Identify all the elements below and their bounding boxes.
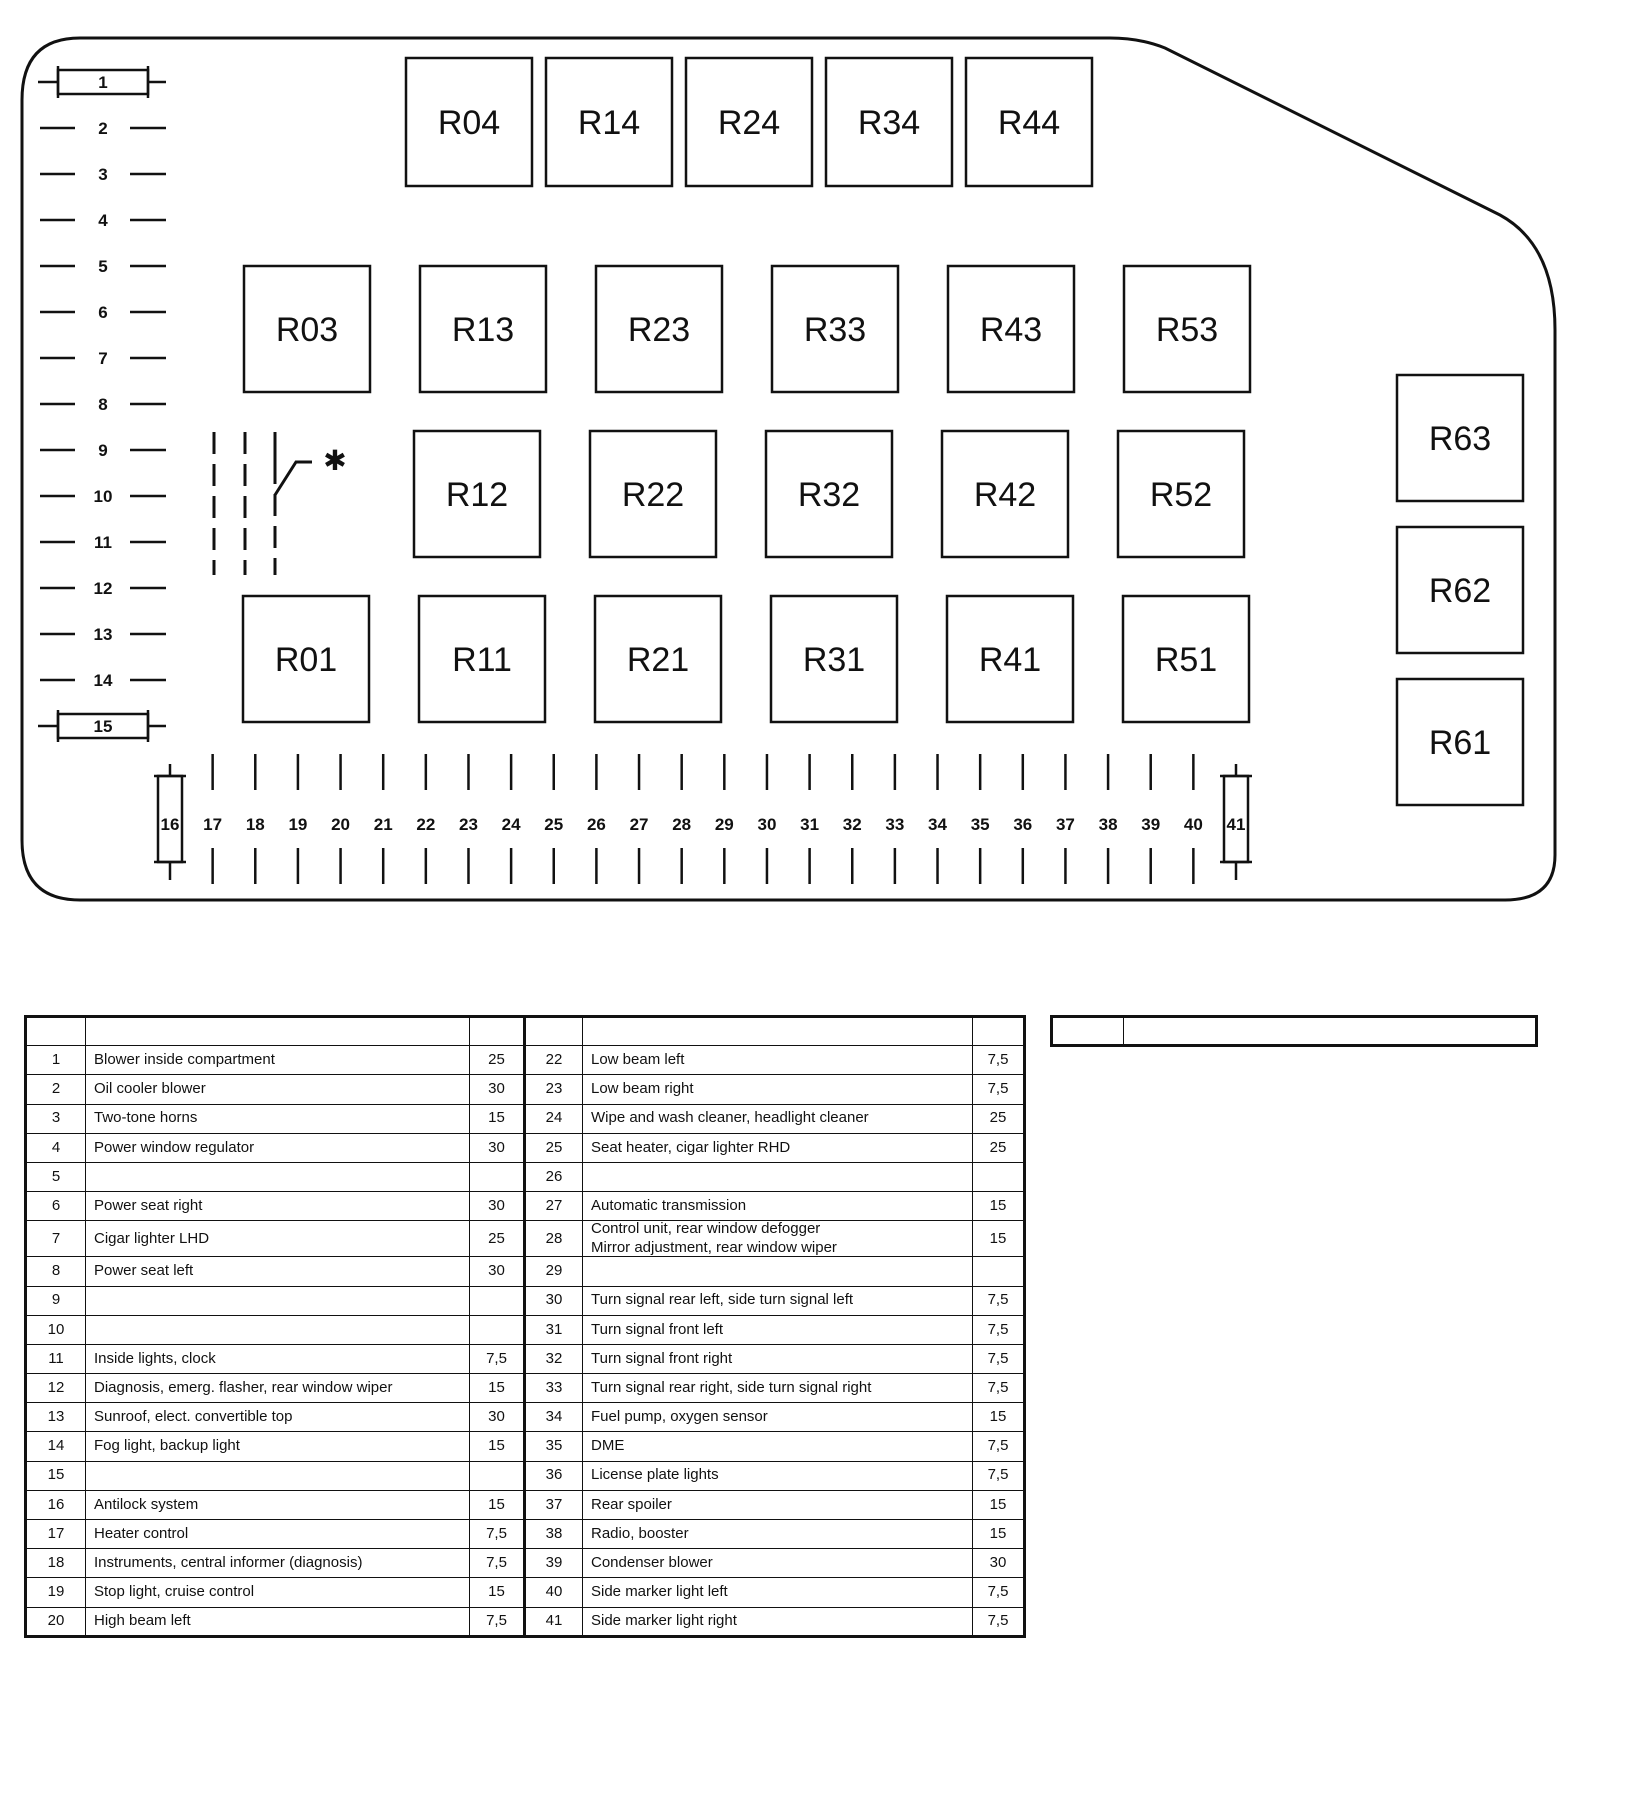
fuse-number: 24 xyxy=(501,815,521,834)
fuse-description: Cigar lighter LHD xyxy=(86,1221,470,1257)
fuse-amperage: 15 xyxy=(470,1490,525,1519)
fuse-description: Instruments, central informer (diagnosis) xyxy=(86,1549,470,1578)
fuse-no: 4 xyxy=(26,1133,86,1162)
header-no xyxy=(525,1017,583,1046)
fuse-amperage: 30 xyxy=(470,1192,525,1221)
fuse-amperage: 7,5 xyxy=(973,1432,1025,1461)
fuse-number: 18 xyxy=(245,815,265,834)
relay-label: R53 xyxy=(1155,311,1219,349)
relay-r42 xyxy=(942,431,1068,557)
fuse-description: Power window regulator xyxy=(86,1133,470,1162)
fuse-number: 20 xyxy=(331,815,351,834)
fuse-32 xyxy=(843,754,862,884)
fuse-number: 9 xyxy=(98,441,108,460)
fuse-description: Power seat left xyxy=(86,1257,470,1286)
fuse-description xyxy=(86,1286,470,1315)
relay-r23 xyxy=(596,266,722,392)
fuse-38 xyxy=(1099,754,1118,884)
relay-r22 xyxy=(590,431,716,557)
relay-table-header xyxy=(1052,1017,1537,1046)
fuse-description: Condenser blower xyxy=(583,1549,973,1578)
fuse-amperage: 7,5 xyxy=(470,1520,525,1549)
fuse-no: 8 xyxy=(26,1257,86,1286)
fuse-amperage: 7,5 xyxy=(973,1286,1025,1315)
fuse-number: 40 xyxy=(1183,815,1203,834)
fuse-no: 39 xyxy=(525,1549,583,1578)
fuse-no: 29 xyxy=(525,1257,583,1286)
fuse-amperage: 15 xyxy=(973,1520,1025,1549)
fuse-no: 1 xyxy=(26,1046,86,1075)
relay-label: R03 xyxy=(275,311,339,349)
fuse-1 xyxy=(38,66,166,98)
table-row xyxy=(26,1578,1025,1607)
fuse-amperage xyxy=(470,1286,525,1315)
relay-r53 xyxy=(1124,266,1250,392)
fuse-amperage: 7,5 xyxy=(973,1607,1025,1636)
fuse-description: Seat heater, cigar lighter RHD xyxy=(583,1133,973,1162)
fuse-no: 22 xyxy=(525,1046,583,1075)
fuse-28 xyxy=(672,754,691,884)
relay-r14 xyxy=(546,58,672,186)
table-row xyxy=(26,1607,1025,1636)
fuse-no: 37 xyxy=(525,1490,583,1519)
table-row xyxy=(26,1520,1025,1549)
fuse-no: 9 xyxy=(26,1286,86,1315)
fuse-description: License plate lights xyxy=(583,1461,973,1490)
table-row xyxy=(26,1286,1025,1315)
fuse-description xyxy=(583,1162,973,1191)
fuse-number: 3 xyxy=(98,165,108,184)
fuse-description: Automatic transmission xyxy=(583,1192,973,1221)
fuse-amperage xyxy=(973,1257,1025,1286)
fuse-description: Low beam right xyxy=(583,1075,973,1104)
fuse-amperage: 7,5 xyxy=(973,1075,1025,1104)
fuse-table xyxy=(24,1015,1026,1638)
relay-r04 xyxy=(406,58,532,186)
fuse-34 xyxy=(928,754,947,884)
fuse-amperage: 7,5 xyxy=(973,1461,1025,1490)
fuse-amperage: 25 xyxy=(973,1133,1025,1162)
fuse-amperage: 15 xyxy=(973,1403,1025,1432)
fuse-no: 25 xyxy=(525,1133,583,1162)
header-amp xyxy=(470,1017,525,1046)
relay-label: R04 xyxy=(437,104,501,142)
fuse-no: 6 xyxy=(26,1192,86,1221)
fuse-no: 40 xyxy=(525,1578,583,1607)
fuse-no: 33 xyxy=(525,1374,583,1403)
relay-r61 xyxy=(1397,679,1523,805)
fuse-amperage: 15 xyxy=(973,1192,1025,1221)
fuse-number: 37 xyxy=(1055,815,1075,834)
fuse-amperage: 30 xyxy=(470,1133,525,1162)
table-row xyxy=(26,1257,1025,1286)
fuse-number: 14 xyxy=(93,671,113,690)
relay-label: R34 xyxy=(857,104,921,142)
fuse-no: 7 xyxy=(26,1221,86,1257)
table-row xyxy=(26,1104,1025,1133)
relay-r43 xyxy=(948,266,1074,392)
table-row xyxy=(26,1374,1025,1403)
fuse-14 xyxy=(40,671,166,690)
relay-r52 xyxy=(1118,431,1244,557)
fuse-amperage: 15 xyxy=(470,1578,525,1607)
fuse-no: 35 xyxy=(525,1432,583,1461)
relay-label: R62 xyxy=(1428,572,1492,610)
fuse-amperage xyxy=(470,1162,525,1191)
table-row xyxy=(26,1403,1025,1432)
relay-label: R13 xyxy=(451,311,515,349)
header-relay xyxy=(1124,1017,1537,1046)
fuse-23 xyxy=(459,754,478,884)
fuse-no: 32 xyxy=(525,1344,583,1373)
relay-r31 xyxy=(771,596,897,722)
fuse-description: Power seat right xyxy=(86,1192,470,1221)
fuse-table-header xyxy=(26,1017,1025,1046)
fuse-amperage: 25 xyxy=(973,1104,1025,1133)
relay-label: R51 xyxy=(1154,641,1218,679)
fuse-description xyxy=(86,1461,470,1490)
fuse-no: 38 xyxy=(525,1520,583,1549)
fuse-13 xyxy=(40,625,166,644)
fuse-no: 14 xyxy=(26,1432,86,1461)
fuse-amperage: 15 xyxy=(470,1374,525,1403)
relay-r34 xyxy=(826,58,952,186)
fuse-amperage: 25 xyxy=(470,1221,525,1257)
bridge-mark-icon: ✱ xyxy=(323,444,347,477)
fuse-amperage: 25 xyxy=(470,1046,525,1075)
fuse-number: 34 xyxy=(928,815,947,834)
fuse-number: 5 xyxy=(98,257,108,276)
fuse-no: 5 xyxy=(26,1162,86,1191)
relay-label: R22 xyxy=(621,476,685,514)
fuse-36 xyxy=(1013,754,1032,884)
fuse-description: Radio, booster xyxy=(583,1520,973,1549)
relay-table xyxy=(1050,1015,1538,1047)
fuse-amperage: 7,5 xyxy=(973,1578,1025,1607)
fuse-amperage xyxy=(973,1162,1025,1191)
header-no xyxy=(26,1017,86,1046)
fuse-description: Two-tone horns xyxy=(86,1104,470,1133)
fuse-amperage: 15 xyxy=(973,1221,1025,1257)
relay-r63 xyxy=(1397,375,1523,501)
fuse-no: 13 xyxy=(26,1403,86,1432)
fuse-39 xyxy=(1141,754,1160,884)
fuse-25 xyxy=(544,754,563,884)
fuse-description xyxy=(583,1257,973,1286)
fuse-number: 17 xyxy=(203,815,223,834)
table-row xyxy=(26,1221,1025,1257)
fuse-description: Fuel pump, oxygen sensor xyxy=(583,1403,973,1432)
fuse-5 xyxy=(40,257,166,276)
relay-label: R44 xyxy=(997,104,1061,142)
fuse-description xyxy=(583,1221,973,1257)
relay-r13 xyxy=(420,266,546,392)
table-row xyxy=(26,1192,1025,1221)
table-row xyxy=(26,1549,1025,1578)
fuse-31 xyxy=(800,754,819,884)
table-row xyxy=(26,1432,1025,1461)
relay-label: R12 xyxy=(445,476,509,514)
relay-r21 xyxy=(595,596,721,722)
fuse-37 xyxy=(1056,754,1075,884)
fuse-amperage: 30 xyxy=(470,1257,525,1286)
fuse-amperage xyxy=(470,1315,525,1344)
fuse-number: 25 xyxy=(544,815,564,834)
relay-label: R11 xyxy=(452,641,512,679)
fuse-description: Low beam left xyxy=(583,1046,973,1075)
fuse-16 xyxy=(154,764,186,880)
fuse-amperage: 15 xyxy=(973,1490,1025,1519)
fuse-9 xyxy=(40,441,166,460)
fuse-no: 3 xyxy=(26,1104,86,1133)
table-row xyxy=(26,1075,1025,1104)
fuse-number: 30 xyxy=(757,815,777,834)
fuse-number: 8 xyxy=(98,395,108,414)
fuse-description: Blower inside compartment xyxy=(86,1046,470,1075)
fuse-no: 24 xyxy=(525,1104,583,1133)
fuse-number: 21 xyxy=(373,815,393,834)
relay-label: R31 xyxy=(802,641,866,679)
fuse-number: 36 xyxy=(1013,815,1033,834)
fuse-description: Oil cooler blower xyxy=(86,1075,470,1104)
left-fuse-group xyxy=(38,66,166,742)
fuse-20 xyxy=(331,754,350,884)
relay-r44 xyxy=(966,58,1092,186)
relay-r41 xyxy=(947,596,1073,722)
fuse-24 xyxy=(502,754,521,884)
fuse-number: 26 xyxy=(586,815,606,834)
fuse-number: 10 xyxy=(93,487,113,506)
fuse-description-line: Control unit, rear window defogger xyxy=(591,1220,821,1238)
fuse-no: 41 xyxy=(525,1607,583,1636)
fuse-35 xyxy=(971,754,990,884)
fuse-number: 23 xyxy=(459,815,478,834)
relay-label: R41 xyxy=(978,641,1042,679)
fuse-no: 18 xyxy=(26,1549,86,1578)
fuse-no: 11 xyxy=(26,1344,86,1373)
fuse-no: 31 xyxy=(525,1315,583,1344)
fuse-number: 27 xyxy=(629,815,649,834)
fuse-no: 23 xyxy=(525,1075,583,1104)
relay-r12 xyxy=(414,431,540,557)
header-amp xyxy=(973,1017,1025,1046)
fuse-2 xyxy=(40,119,166,138)
fuse-40 xyxy=(1184,754,1203,884)
table-row xyxy=(26,1461,1025,1490)
fuse-description: Heater control xyxy=(86,1520,470,1549)
fuse-29 xyxy=(715,754,734,884)
fuse-no: 19 xyxy=(26,1578,86,1607)
fuse-number: 6 xyxy=(98,303,108,322)
fuse-description: Inside lights, clock xyxy=(86,1344,470,1373)
fuse-18 xyxy=(246,754,265,884)
fuse-number: 31 xyxy=(800,815,820,834)
fuse-no: 16 xyxy=(26,1490,86,1519)
bridge-symbol xyxy=(214,432,347,575)
fuse-17 xyxy=(203,754,222,884)
relay-r01 xyxy=(243,596,369,722)
fuse-7 xyxy=(40,349,166,368)
fuse-number: 2 xyxy=(98,119,108,138)
fuse-no: 30 xyxy=(525,1286,583,1315)
fuse-amperage: 30 xyxy=(470,1403,525,1432)
fuse-8 xyxy=(40,395,166,414)
fuse-number: 13 xyxy=(93,625,113,644)
table-row xyxy=(26,1162,1025,1191)
fuse-box-outline xyxy=(22,38,1555,900)
fuse-30 xyxy=(757,754,776,884)
relay-label: R42 xyxy=(973,476,1037,514)
fuse-number: 4 xyxy=(98,211,108,230)
relay-group xyxy=(243,58,1523,805)
fuse-4 xyxy=(40,211,166,230)
relay-label: R32 xyxy=(797,476,861,514)
relay-label: R52 xyxy=(1149,476,1213,514)
fuse-no: 12 xyxy=(26,1374,86,1403)
bottom-fuse-group xyxy=(154,754,1252,884)
fuse-amperage: 7,5 xyxy=(973,1344,1025,1373)
fuse-15 xyxy=(38,710,166,742)
fuse-description: Turn signal front right xyxy=(583,1344,973,1373)
fuse-number: 1 xyxy=(98,73,108,92)
fuse-description: Turn signal rear right, side turn signal right xyxy=(583,1374,973,1403)
fuse-no: 17 xyxy=(26,1520,86,1549)
fuse-10 xyxy=(40,487,166,506)
fuse-no: 10 xyxy=(26,1315,86,1344)
relay-label: R23 xyxy=(627,311,691,349)
fuse-description: Turn signal front left xyxy=(583,1315,973,1344)
fuse-description: Rear spoiler xyxy=(583,1490,973,1519)
fuse-amperage: 15 xyxy=(470,1432,525,1461)
fuse-description: Wipe and wash cleaner, headlight cleaner xyxy=(583,1104,973,1133)
fuse-description: High beam left xyxy=(86,1607,470,1636)
fuse-21 xyxy=(374,754,393,884)
relay-label: R33 xyxy=(803,311,867,349)
fuse-no: 34 xyxy=(525,1403,583,1432)
fuse-33 xyxy=(885,754,904,884)
fuse-description: Antilock system xyxy=(86,1490,470,1519)
header-fuse xyxy=(86,1017,470,1046)
relay-r24 xyxy=(686,58,812,186)
fuse-number: 7 xyxy=(98,349,108,368)
fuse-description: Turn signal rear left, side turn signal left xyxy=(583,1286,973,1315)
fuse-6 xyxy=(40,303,166,322)
relay-label: R61 xyxy=(1428,724,1492,762)
relay-r03 xyxy=(244,266,370,392)
relay-label: R14 xyxy=(577,104,641,142)
fuse-number: 33 xyxy=(885,815,905,834)
relay-r33 xyxy=(772,266,898,392)
fuse-number: 41 xyxy=(1226,815,1246,834)
relay-label: R21 xyxy=(626,641,690,679)
fuse-22 xyxy=(416,754,435,884)
fuse-description: Diagnosis, emerg. flasher, rear window wiper xyxy=(86,1374,470,1403)
fuse-11 xyxy=(40,533,166,552)
fuse-amperage: 15 xyxy=(470,1104,525,1133)
fuse-amperage: 7,5 xyxy=(973,1374,1025,1403)
fuse-no: 2 xyxy=(26,1075,86,1104)
fuse-amperage: 7,5 xyxy=(470,1344,525,1373)
fuse-number: 28 xyxy=(672,815,692,834)
fuse-19 xyxy=(288,754,307,884)
table-row xyxy=(26,1344,1025,1373)
fuse-27 xyxy=(630,754,649,884)
fuse-number: 29 xyxy=(714,815,734,834)
header-no xyxy=(1052,1017,1124,1046)
fuse-description: Side marker light right xyxy=(583,1607,973,1636)
fuse-amperage: 7,5 xyxy=(470,1549,525,1578)
relay-label: R01 xyxy=(274,641,338,679)
fuse-number: 22 xyxy=(416,815,436,834)
header-fuse xyxy=(583,1017,973,1046)
fuse-amperage xyxy=(470,1461,525,1490)
fuse-number: 16 xyxy=(160,815,180,834)
fuse-description: DME xyxy=(583,1432,973,1461)
fuse-no: 20 xyxy=(26,1607,86,1636)
relay-r51 xyxy=(1123,596,1249,722)
fuse-amperage: 30 xyxy=(470,1075,525,1104)
fuse-no: 15 xyxy=(26,1461,86,1490)
fuse-26 xyxy=(587,754,606,884)
fuse-number: 39 xyxy=(1141,815,1161,834)
relay-r62 xyxy=(1397,527,1523,653)
fuse-3 xyxy=(40,165,166,184)
fuse-number: 35 xyxy=(970,815,990,834)
relay-label: R63 xyxy=(1428,420,1492,458)
fuse-number: 32 xyxy=(842,815,862,834)
table-row xyxy=(26,1490,1025,1519)
fuse-number: 11 xyxy=(94,533,112,552)
relay-r11 xyxy=(419,596,545,722)
fuse-description xyxy=(86,1162,470,1191)
table-row xyxy=(26,1315,1025,1344)
fuse-description-line: Mirror adjustment, rear window wiper xyxy=(591,1238,837,1256)
fuse-number: 38 xyxy=(1098,815,1118,834)
table-row xyxy=(26,1046,1025,1075)
fuse-amperage: 7,5 xyxy=(973,1046,1025,1075)
relay-label: R24 xyxy=(717,104,781,142)
fuse-amperage: 30 xyxy=(973,1549,1025,1578)
fuse-description: Side marker light left xyxy=(583,1578,973,1607)
fuse-amperage: 7,5 xyxy=(470,1607,525,1636)
fuse-12 xyxy=(40,579,166,598)
fuse-no: 26 xyxy=(525,1162,583,1191)
relay-r32 xyxy=(766,431,892,557)
table-row xyxy=(26,1133,1025,1162)
fuse-description: Stop light, cruise control xyxy=(86,1578,470,1607)
fuse-number: 15 xyxy=(93,717,113,736)
fuse-no: 27 xyxy=(525,1192,583,1221)
fuse-description: Fog light, backup light xyxy=(86,1432,470,1461)
fuse-number: 12 xyxy=(93,579,113,598)
relay-label: R43 xyxy=(979,311,1043,349)
fuse-number: 19 xyxy=(288,815,308,834)
fuse-description xyxy=(86,1315,470,1344)
fuse-description: Sunroof, elect. convertible top xyxy=(86,1403,470,1432)
fuse-no: 36 xyxy=(525,1461,583,1490)
fuse-no: 28 xyxy=(525,1221,583,1257)
fuse-amperage: 7,5 xyxy=(973,1315,1025,1344)
fuse-41 xyxy=(1220,764,1252,880)
